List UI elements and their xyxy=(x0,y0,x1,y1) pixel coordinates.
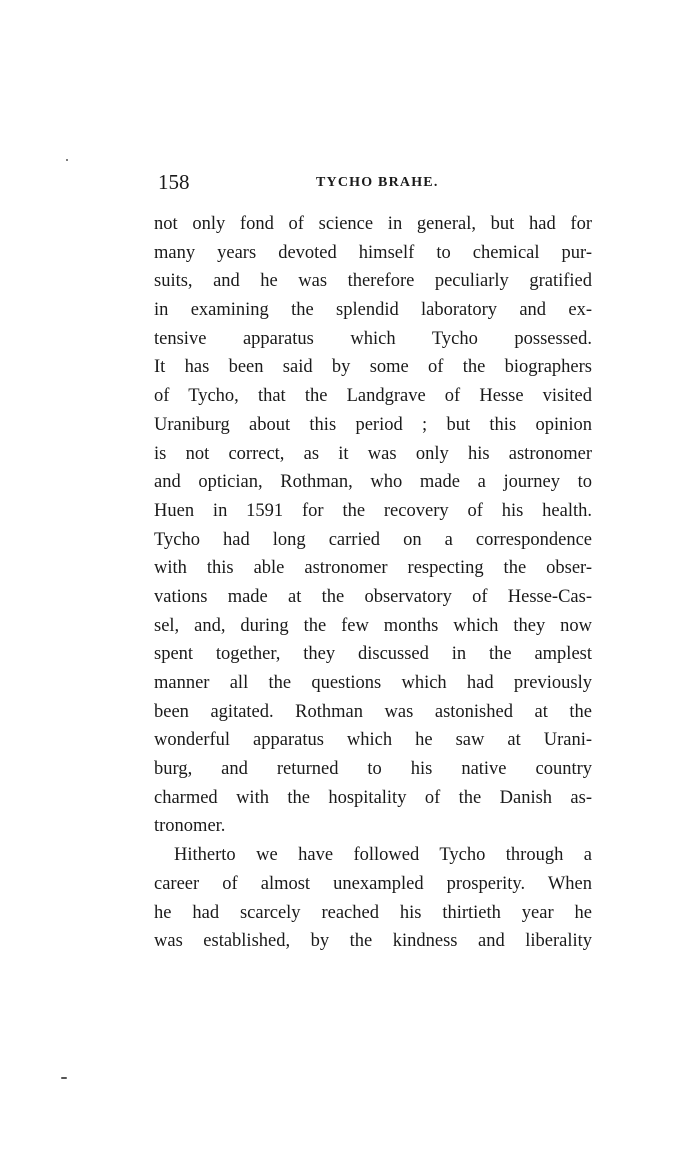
text-line: suits, and he was therefore peculiarly gratified xyxy=(154,271,592,292)
text-line: sel, and, during the few months which they now xyxy=(154,615,592,636)
running-head xyxy=(158,168,598,198)
text-line: Huen in 1591 for the recovery of his health. xyxy=(154,500,592,521)
text-line: career of almost unexampled prosperity. When xyxy=(154,873,592,894)
text-line: wonderful apparatus which he saw at Urani- xyxy=(154,730,592,751)
text-line: many years devoted himself to chemical pur- xyxy=(154,242,592,263)
page-speck xyxy=(66,159,68,161)
text-line: burg, and returned to his native country xyxy=(154,759,592,780)
text-line: charmed with the hospitality of the Danish as- xyxy=(154,787,592,808)
text-line: tronomer. xyxy=(154,816,226,837)
running-title: TYCHO BRAHE. xyxy=(316,175,439,190)
page-number: 158 xyxy=(158,170,190,194)
text-line: he had scarcely reached his thirtieth year he xyxy=(154,902,592,923)
text-line: spent together, they discussed in the amplest xyxy=(154,644,592,665)
text-line: been agitated. Rothman was astonished at the xyxy=(154,701,592,722)
text-line: Tycho had long carried on a correspondence xyxy=(154,529,592,550)
text-line: tensive apparatus which Tycho possessed. xyxy=(154,328,592,349)
text-line: was established, by the kindness and liberality xyxy=(154,931,592,952)
text-line: with this able astronomer respecting the obser- xyxy=(154,558,592,579)
page-speck xyxy=(61,1077,67,1079)
paragraph xyxy=(154,210,592,841)
text-line: Hitherto we have followed Tycho through a xyxy=(174,845,592,866)
text-line: It has been said by some of the biographers xyxy=(154,357,592,378)
text-line: and optician, Rothman, who made a journey to xyxy=(154,472,592,493)
text-line: of Tycho, that the Landgrave of Hesse visited xyxy=(154,386,592,407)
text-line: not only fond of science in general, but had for xyxy=(154,214,592,234)
text-line: is not correct, as it was only his astronomer xyxy=(154,443,592,464)
text-line: vations made at the observatory of Hesse-Cas- xyxy=(154,586,592,607)
text-line: Uraniburg about this period ; but this opinion xyxy=(154,414,592,435)
paragraph xyxy=(154,841,592,956)
text-line: in examining the splendid laboratory and ex- xyxy=(154,300,592,321)
body-text xyxy=(154,210,592,956)
text-line: manner all the questions which had previously xyxy=(154,673,592,693)
